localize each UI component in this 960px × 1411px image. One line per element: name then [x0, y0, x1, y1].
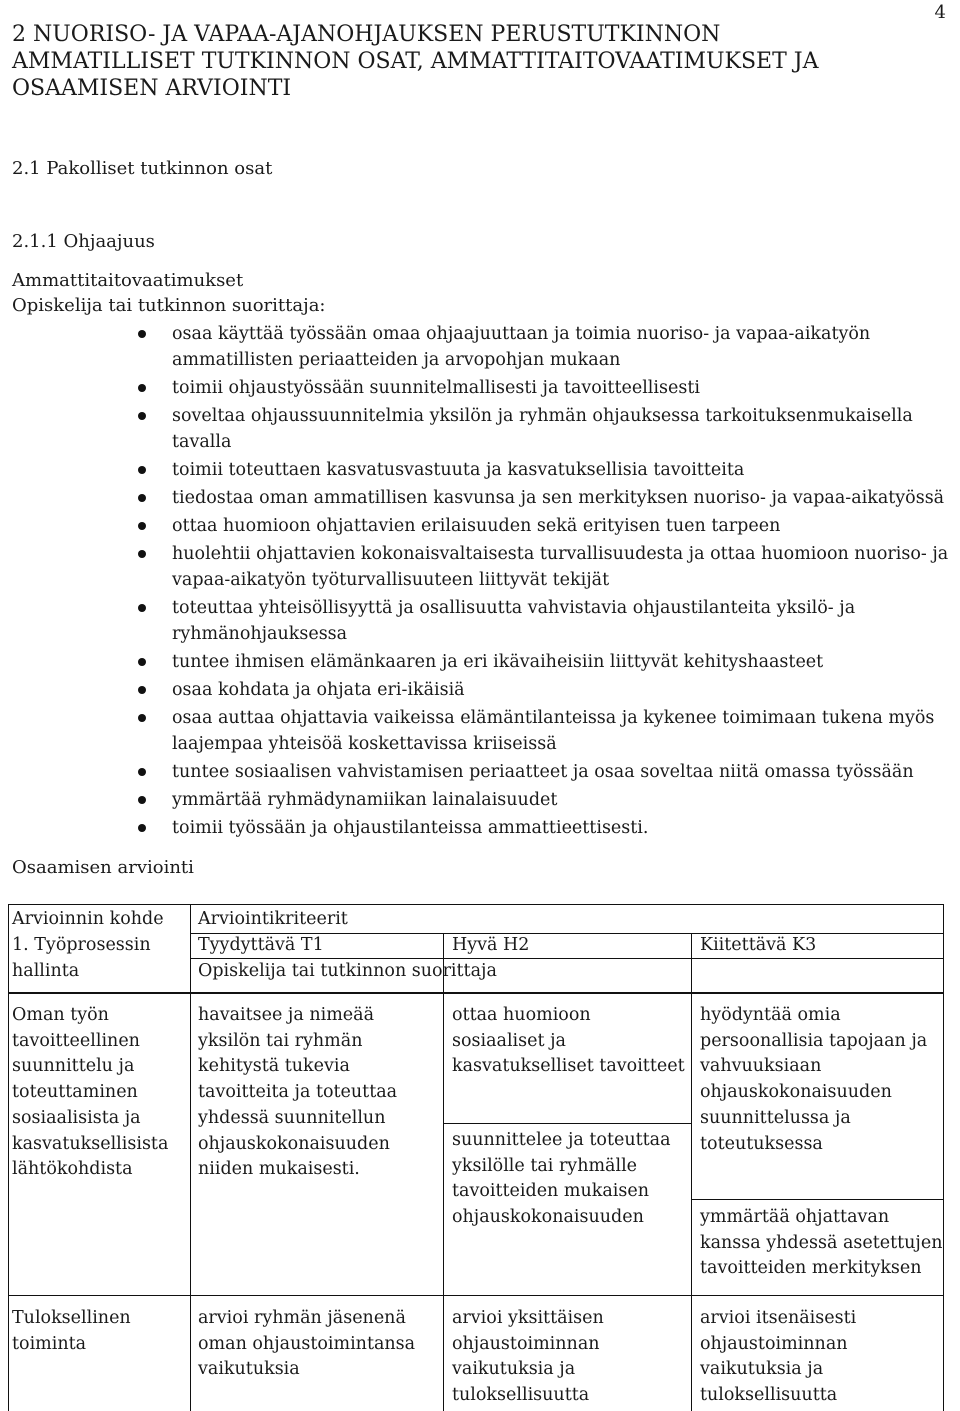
- requirement-text: osaa käyttää työssään omaa ohjaajuuttaan ja toimia nuoriso- ja vapaa-aikatyön: [172, 324, 871, 344]
- cell-line: ottaa huomioon: [452, 1005, 591, 1025]
- cell-line: tavoitteita ja toteuttaa: [198, 1082, 398, 1103]
- process-label-line: hallinta: [12, 960, 80, 981]
- section-heading: 2.1 Pakolliset tutkinnon osat: [12, 158, 273, 179]
- grade-k3: Kiitettävä K3: [700, 935, 817, 955]
- cell-line: vaikutuksia ja: [452, 1359, 576, 1380]
- requirement-item: [138, 595, 953, 647]
- requirement-text: ryhmänohjauksessa: [172, 624, 348, 644]
- cell-line: vahvuuksiaan: [700, 1056, 822, 1077]
- requirement-text: tiedostaa oman ammatillisen kasvunsa ja sen merkityksen nuoriso- ja vapaa-aikatyössä: [172, 488, 945, 508]
- assessment-title: Osaamisen arviointi: [12, 857, 194, 878]
- chapter-heading: [12, 21, 819, 102]
- requirements-intro: Opiskelija tai tutkinnon suorittaja:: [12, 295, 326, 316]
- requirement-item: [138, 513, 953, 539]
- row1-k3b: [700, 1205, 943, 1282]
- cell-line: yksilön tai ryhmän: [198, 1030, 363, 1051]
- cell-line: toiminta: [12, 1333, 87, 1354]
- cell-line: suunnittelee ja toteuttaa: [452, 1130, 671, 1150]
- requirement-item: [138, 375, 953, 401]
- process-label-line: 1. Työprosessin: [12, 935, 151, 955]
- requirement-text: ymmärtää ryhmädynamiikan lainalaisuudet: [172, 790, 558, 810]
- cell-line: hyödyntää omia: [700, 1005, 841, 1025]
- cell-line: ohjaustoiminnan: [452, 1333, 600, 1354]
- requirement-item: [138, 541, 953, 593]
- subject-label: Opiskelija tai tutkinnon suorittaja: [198, 961, 497, 981]
- bullet-icon: [138, 714, 146, 722]
- cell-line: Oman työn: [12, 1005, 109, 1025]
- requirements-list: [138, 321, 953, 843]
- requirement-item: [138, 759, 953, 785]
- bullet-icon: [138, 550, 146, 558]
- chapter-heading-line: 2 NUORISO- JA VAPAA-AJANOHJAUKSEN PERUSTUTKINNON: [12, 22, 721, 47]
- row1-target: [12, 1003, 168, 1183]
- requirement-text: vapaa-aikatyön työturvallisuuteen liittyvät tekijät: [172, 570, 610, 590]
- cell-line: yksilölle tai ryhmälle: [452, 1155, 638, 1176]
- cell-line: arvioi yksittäisen: [452, 1308, 604, 1328]
- cell-line: kasvatuksellisista: [12, 1133, 169, 1154]
- requirement-text: ottaa huomioon ohjattavien erilaisuuden sekä erityisen tuen tarpeen: [172, 516, 781, 536]
- cell-line: arvioi ryhmän jäsenenä: [198, 1308, 406, 1328]
- requirement-item: [138, 677, 953, 703]
- cell-line: tuloksellisuutta: [452, 1385, 590, 1406]
- bullet-icon: [138, 686, 146, 694]
- requirement-item: [138, 321, 953, 373]
- subsection-heading: 2.1.1 Ohjaajuus: [12, 231, 155, 252]
- cell-line: ohjauskokonaisuuden: [452, 1207, 644, 1228]
- row1-t1: [198, 1003, 397, 1183]
- requirement-item: [138, 649, 953, 675]
- grade-t1: Tyydyttävä T1: [198, 935, 324, 955]
- requirement-text: tuntee ihmisen elämänkaaren ja eri ikävaiheisiin liittyvät kehityshaasteet: [172, 652, 824, 672]
- process-label: [12, 933, 151, 984]
- cell-line: yhdessä suunnitellun: [198, 1107, 386, 1128]
- requirement-text: laajempaa yhteisöä koskettavissa kriiseissä: [172, 734, 557, 754]
- row1-h2b: [452, 1128, 671, 1231]
- bullet-icon: [138, 604, 146, 612]
- requirement-text: toimii työssään ja ohjaustilanteissa ammattieettisesti.: [172, 818, 649, 838]
- cell-line: ymmärtää ohjattavan: [700, 1207, 890, 1227]
- cell-line: oman ohjaustoimintansa: [198, 1333, 416, 1354]
- cell-line: toteutuksessa: [700, 1133, 823, 1154]
- requirement-text: toimii ohjaustyössään suunnitelmallisesti ja tavoitteellisesti: [172, 378, 700, 398]
- requirement-text: ammatillisten periaatteiden ja arvopohjan mukaan: [172, 350, 621, 370]
- header-criteria: Arviointikriteerit: [198, 909, 348, 929]
- cell-line: ohjauskokonaisuuden: [198, 1133, 390, 1154]
- bullet-icon: [138, 768, 146, 776]
- row1-h2a: [452, 1003, 685, 1080]
- bullet-icon: [138, 522, 146, 530]
- cell-line: ohjaustoiminnan: [700, 1333, 848, 1354]
- requirement-text: osaa auttaa ohjattavia vaikeissa elämäntilanteissa ja kykenee toimimaan tukena myös: [172, 708, 935, 728]
- cell-line: havaitsee ja nimeää: [198, 1005, 375, 1025]
- grade-h2: Hyvä H2: [452, 935, 530, 955]
- bullet-icon: [138, 330, 146, 338]
- requirement-text: toteuttaa yhteisöllisyyttä ja osallisuutta vahvistavia ohjaustilanteita yksilö- ja: [172, 598, 856, 618]
- requirement-text: huolehtii ohjattavien kokonaisvaltaisesta turvallisuudesta ja ottaa huomioon nuoriso- ja: [172, 544, 949, 564]
- cell-line: vaikutuksia: [198, 1359, 300, 1380]
- cell-line: sosiaalisista ja: [12, 1107, 141, 1128]
- cell-line: tavoitteellinen: [12, 1030, 140, 1051]
- requirement-item: [138, 457, 953, 483]
- cell-line: kanssa yhdessä asetettujen: [700, 1232, 943, 1253]
- cell-line: suunnittelussa ja: [700, 1107, 851, 1128]
- bullet-icon: [138, 494, 146, 502]
- cell-line: vaikutuksia ja: [700, 1359, 824, 1380]
- cell-line: lähtökohdista: [12, 1159, 133, 1180]
- bullet-icon: [138, 824, 146, 832]
- cell-line: tuloksellisuutta: [700, 1385, 838, 1406]
- requirement-text: tuntee sosiaalisen vahvistamisen periaatteet ja osaa soveltaa niitä omassa työssään: [172, 762, 914, 782]
- requirement-item: [138, 705, 953, 757]
- requirement-text: toimii toteuttaen kasvatusvastuuta ja kasvatuksellisia tavoitteita: [172, 460, 745, 480]
- requirement-text: soveltaa ohjaussuunnitelmia yksilön ja ryhmän ohjauksessa tarkoituksenmukaisella tavalla: [172, 406, 913, 452]
- cell-line: suunnittelu ja: [12, 1056, 135, 1077]
- chapter-heading-line: AMMATILLISET TUTKINNON OSAT, AMMATTITAITOVAATIMUKSET JA: [12, 49, 819, 74]
- cell-line: tavoitteiden mukaisen: [452, 1181, 650, 1202]
- bullet-icon: [138, 412, 146, 420]
- cell-line: sosiaaliset ja: [452, 1030, 566, 1051]
- bullet-icon: [138, 796, 146, 804]
- requirement-text: osaa kohdata ja ohjata eri-ikäisiä: [172, 680, 465, 700]
- cell-line: tavoitteiden merkityksen: [700, 1258, 922, 1279]
- bullet-icon: [138, 466, 146, 474]
- header-target: Arvioinnin kohde: [12, 909, 164, 929]
- row2-k3: [700, 1306, 856, 1409]
- bullet-icon: [138, 658, 146, 666]
- requirement-item: [138, 403, 953, 455]
- requirement-item: [138, 787, 953, 813]
- bullet-icon: [138, 384, 146, 392]
- row2-target: [12, 1306, 131, 1357]
- cell-line: persoonallisia tapojaan ja: [700, 1030, 928, 1051]
- row2-h2: [452, 1306, 604, 1409]
- chapter-heading-line: OSAAMISEN ARVIOINTI: [12, 76, 292, 101]
- requirement-item: [138, 815, 953, 841]
- cell-line: toteuttaminen: [12, 1082, 138, 1103]
- row2-t1: [198, 1306, 415, 1383]
- cell-line: Tuloksellinen: [12, 1308, 131, 1328]
- cell-line: niiden mukaisesti.: [198, 1159, 360, 1180]
- cell-line: kehitystä tukevia: [198, 1056, 350, 1077]
- cell-line: arvioi itsenäisesti: [700, 1308, 857, 1328]
- requirements-title: Ammattitaitovaatimukset: [12, 270, 244, 291]
- page-number: 4: [934, 2, 946, 23]
- requirement-item: [138, 485, 953, 511]
- cell-line: ohjauskokonaisuuden: [700, 1082, 892, 1103]
- row1-k3a: [700, 1003, 927, 1157]
- cell-line: kasvatukselliset tavoitteet: [452, 1056, 685, 1077]
